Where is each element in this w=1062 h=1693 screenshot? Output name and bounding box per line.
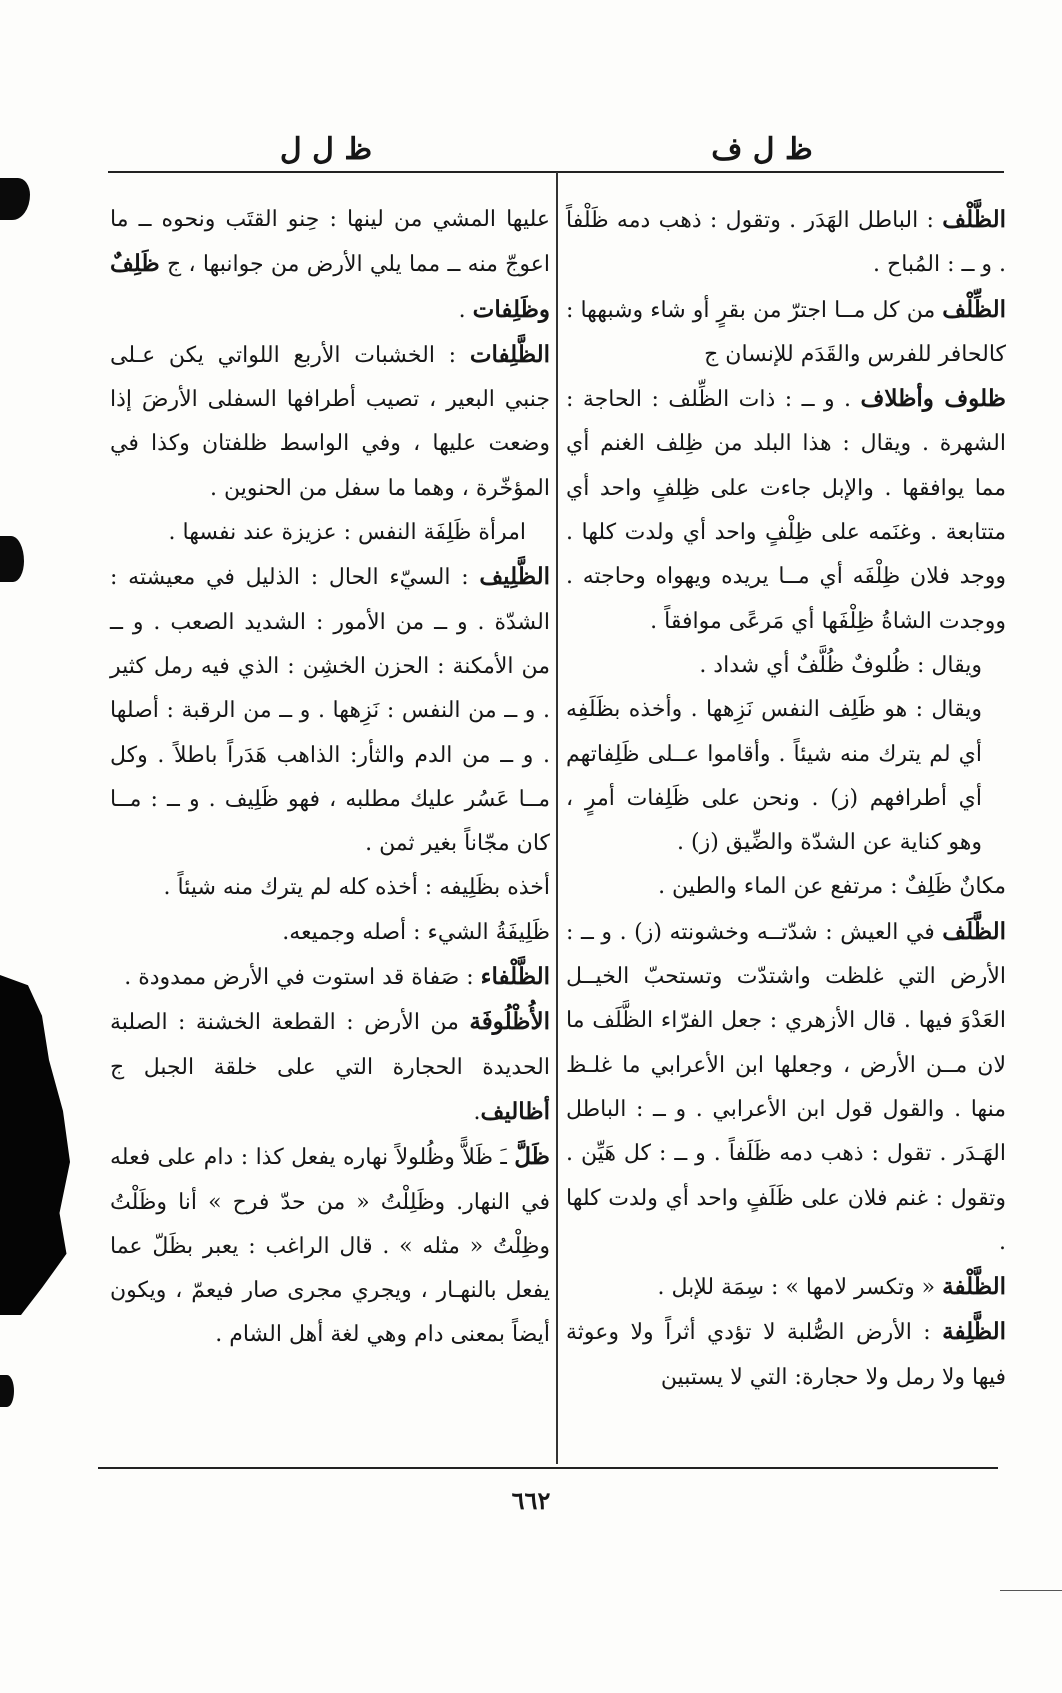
entry-headword: ظَلَّ (514, 1143, 550, 1171)
entry-definition: أخذه بظَلِيفه : أخذه كله لم يترك منه شيئاً . (163, 875, 550, 901)
dictionary-entry (110, 866, 550, 910)
entry-plural-headword: ظَلِفٌ وظَلِفات (110, 250, 550, 323)
scan-artifact (0, 178, 30, 220)
dictionary-entry (566, 644, 1006, 688)
column-divider (556, 172, 558, 1464)
entry-definition: عليها المشي من لينها : حِنو القتَب ونحوه ــ ما اعوجّ منه ــ مما يلي الأرض من جوانبها ، ج (110, 207, 550, 278)
entry-definition: امرأة ظَلِفَة النفس : عزيزة عند نفسها . (168, 520, 526, 546)
entry-headword: الظَّلِفة (942, 1318, 1006, 1346)
entry-definition: : السيّء الحال : الذليل في معيشته : الشدّة . و ــ من الأمور : الشديد الصعب . و ــ من الأمكنة : الحزن الخشِن : الذي فيه رمل كثير . و ــ من النفس : نَزِهها . و ــ من الرقبة : أصلها . و ــ من الدم والثأر: الذاهب هَدَراً باطلاً . وكل مــا عَسُر عليك مطلبه ، فهو ظَلِيف . و ــ : مــا كان مجّاناً بغير ثمن . (110, 565, 550, 857)
entry-headword: الظَّلَف (942, 917, 1006, 945)
entry-headword: الظَّلِفات (469, 340, 550, 368)
entry-tail: . (473, 1099, 481, 1125)
scan-artifact (1000, 1590, 1062, 1591)
entry-headword: الظَّلْفاء (480, 963, 550, 991)
dictionary-entry (566, 688, 1006, 865)
entry-definition: من كل مــا اجترّ من بقرٍ أو شاء وشبهها : كالحافر للفرس والقَدَم للإنسان ج (566, 297, 1006, 367)
dictionary-entry (110, 1000, 550, 1135)
dictionary-entry (110, 555, 550, 866)
entry-definition: ـَ ظَلاًّ وظُلولاً نهاره يفعل كذا : دام على فعله في النهار. وظَلِلْتُ « من حدّ فرح » أنا وظَلْتُ وظِلْتُ « مثله » . قال الراغب : يعبر بظَلّ عما يفعل بالنهـار ، ويجري مجرى صار فيعمّ ، ويكون أيضاً بمعنى دام وهي لغة أهل الشام . (110, 1145, 550, 1348)
dictionary-entry (566, 865, 1006, 909)
entry-headword: الظَّلِيف (479, 563, 550, 591)
entry-headword: الظِّلْف (942, 295, 1006, 323)
entry-definition: من الأرض : القطعة الخشنة : الصلبة الحديدة الحجارة التي على خلقة الجبل ج (110, 1010, 550, 1080)
entry-definition: : الباطل الهَدَر . وتقول : ذهب دمه ظَلْفاً . و ــ : المُباح . (566, 208, 1006, 278)
entry-headword: الظَّلْفة (942, 1273, 1006, 1301)
scan-artifact (0, 536, 24, 582)
entry-definition: ويقال : هو ظَلِف النفس نَزِهها . وأخذه بظَلَفِه أي لم يترك منه شيئاً . وأقاموا عــلى ظَلِفاتهم أي أطرافهم (ز) . ونحن على ظَلِفات أمرٍ ، وهو كناية عن الشدّة والضِّيق (ز) . (566, 697, 982, 856)
dictionary-entry (110, 911, 550, 955)
scan-artifact (0, 975, 70, 1315)
root-header-right: ظ ل ف (711, 132, 813, 167)
dictionary-entry (566, 377, 1006, 644)
entry-definition: : الخشبات الأربع اللواتي يكن عـلى جنبي البعير ، تصيب أطرافها السفلى الأرضَ إذا وضعت عليها ، وفي الواسط ظلفتان وكذا في المؤخّرة ، وهما ما سفل من الحنوين . (110, 342, 550, 501)
dictionary-entry (110, 1135, 550, 1357)
right-column (566, 198, 1006, 1400)
entry-definition: في العيش : شدّتــه وخشونته (ز) . و ــ : الأرض التي غلظت واشتدّت وتستحبّ الخيــل العَدْوَ فيها . قال الأزهري : جعل الفرّاء الظَّلَف ما لان مــن الأرض ، وجعلها ابن الأعرابي ما غلـظ منها . والقول قول ابن الأعرابي . و ــ : الباطل الهَـدَر . تقول : ذهب دمه ظَلَفاً . و ــ : كل هَيِّن . وتقول : غنم فلان على ظَلَفٍ واحد أي ولدت كلها . (566, 919, 1006, 1255)
dictionary-entry (566, 198, 1006, 288)
entry-definition: مكانٌ ظَلِفٌ : مرتفع عن الماء والطين . (658, 874, 1006, 900)
root-header-left: ظ ل ل (279, 132, 373, 167)
dictionary-entry (110, 955, 550, 1000)
entry-plural-headword: أظاليف (480, 1097, 550, 1125)
dictionary-entry (110, 333, 550, 511)
entry-headword: الظَّلْف (942, 206, 1006, 233)
dictionary-entry (110, 511, 550, 555)
dictionary-entry (566, 288, 1006, 378)
entry-definition: : صَفاة قد استوت في الأرض ممدودة . (124, 965, 481, 991)
entry-definition: : الأرض الصُّلبة لا تؤدي أثراً ولا وعوثة فيها ولا رمل ولا حجارة: التي لا يستبين (566, 1320, 1006, 1390)
scan-artifact (0, 1375, 14, 1407)
dictionary-entry (566, 1310, 1006, 1400)
entry-tail: . (458, 297, 473, 323)
entry-definition: . و ــ : ذات الظِّلف : الحاجة : الشهرة . ويقال : هذا البلد من ظِلف الغنم أي مما يوافقها . والإبل جاءت على ظِلفٍ واحد أي متتابعة . وغنَمه على ظِلْفٍ واحد أي ولدت كلها . ووجد فلان ظِلْفَه أي مــا يريده ويهواه وحاجته . ووجدت الشاةُ ظِلْفَها أي مَرعًى موافقاً . (566, 387, 1006, 634)
entry-definition: « وتكسر لامها » : سِمَة للإبل . (657, 1275, 943, 1301)
entry-definition: ظَلِيفَةُ الشيء : أصله وجميعه. (282, 919, 550, 945)
dictionary-entry (566, 910, 1006, 1265)
bottom-rule (98, 1467, 998, 1469)
page-number: ٦٦٢ (511, 1486, 551, 1515)
dictionary-entry (566, 1265, 1006, 1310)
entry-headword: الأُظْلُوفَة (469, 1008, 550, 1036)
entry-definition: ويقال : ظُلوفٌ ظُلَّفٌ أي شداد . (699, 652, 982, 678)
left-column (110, 198, 550, 1358)
entry-headword: ظلوف وأظلاف (860, 385, 1006, 413)
dictionary-entry (110, 198, 550, 333)
